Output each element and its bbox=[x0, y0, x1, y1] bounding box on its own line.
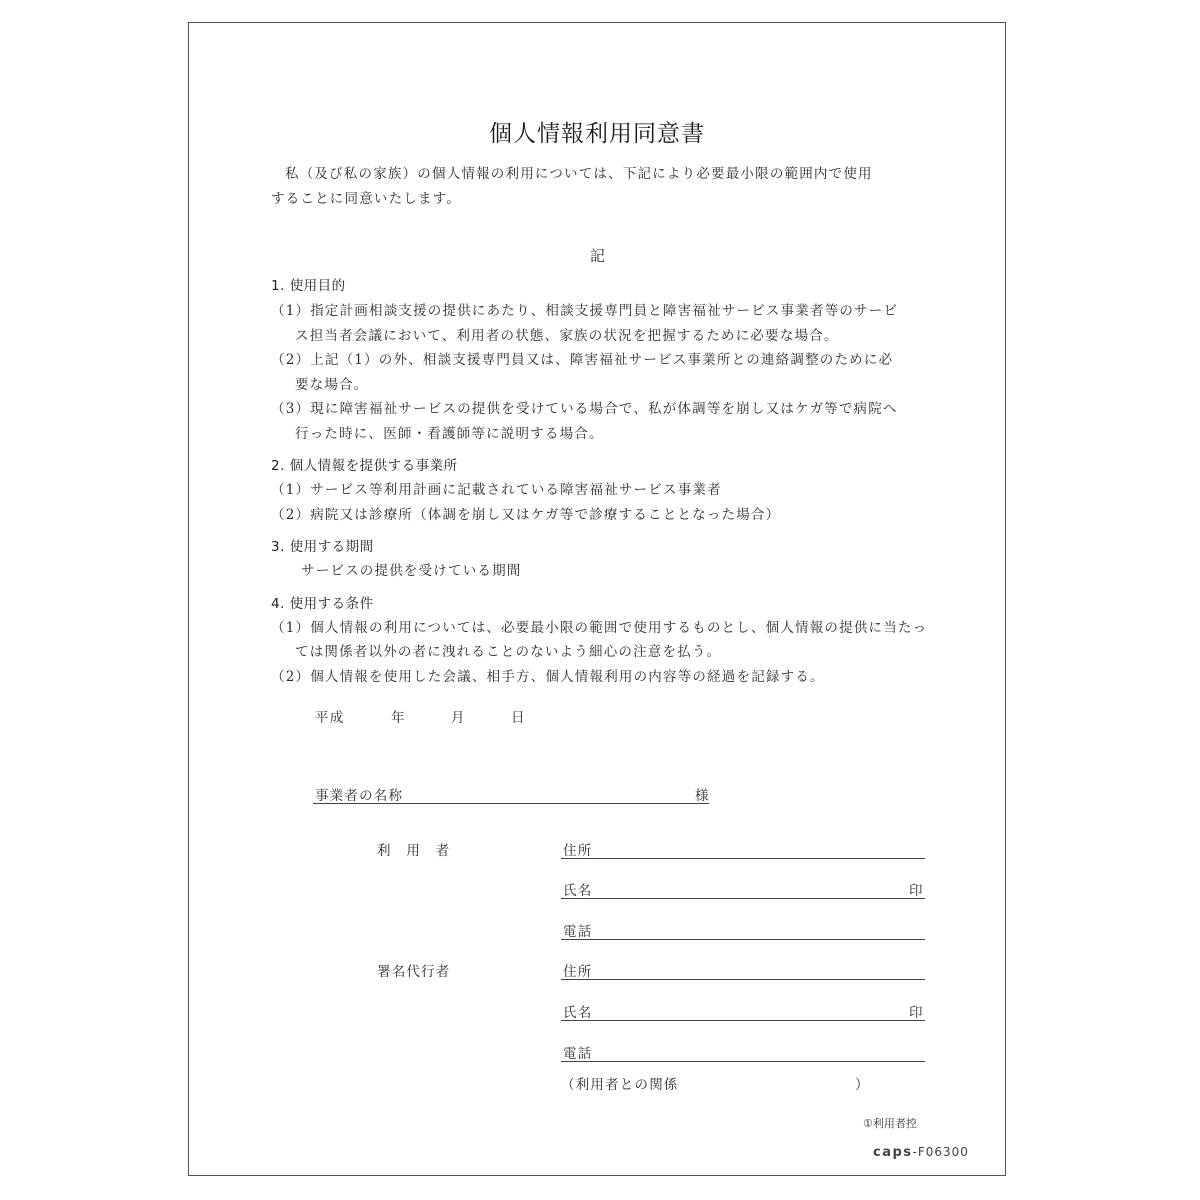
user-name-line[interactable] bbox=[561, 898, 925, 899]
proxy-name-label: 氏名 bbox=[563, 1005, 593, 1021]
section-4-line: ては関係者以外の者に洩れることのないよう細心の注意を払う。 bbox=[295, 644, 722, 660]
proxy-label: 署名代行者 bbox=[377, 964, 451, 980]
user-address-line[interactable] bbox=[561, 858, 925, 859]
business-name-label: 事業者の名称 bbox=[315, 788, 404, 804]
user-address-label: 住所 bbox=[563, 843, 593, 859]
proxy-relation-close: ） bbox=[855, 1077, 870, 1093]
section-3-line: サービスの提供を受けている期間 bbox=[301, 563, 522, 579]
user-phone-line[interactable] bbox=[561, 939, 925, 940]
section-4-line: （1）個人情報の利用については、必要最小限の範囲で使用するものとし、個人情報の提供に当たっ bbox=[271, 620, 928, 636]
user-name-label: 氏名 bbox=[563, 883, 593, 899]
section-2-line: （2）病院又は診療所（体調を崩し又はケガ等で診療することとなった場合） bbox=[271, 507, 781, 523]
form-code: -F06300 bbox=[912, 1145, 969, 1159]
intro-line-1: 私（及び私の家族）の個人情報の利用については、下記により必要最小限の範囲内で使用 bbox=[285, 166, 873, 182]
brand-logo: caps bbox=[873, 1145, 913, 1160]
document-title: 個人情報利用同意書 bbox=[489, 121, 705, 147]
section-4-heading: 4. 使用する条件 bbox=[271, 596, 374, 612]
section-3-heading: 3. 使用する期間 bbox=[271, 539, 374, 555]
proxy-phone-label: 電話 bbox=[563, 1046, 593, 1062]
section-1-heading: 1. 使用目的 bbox=[271, 278, 346, 294]
date-era: 平成 bbox=[315, 710, 345, 726]
consent-form-sheet bbox=[188, 22, 1006, 1176]
section-1-line: 行った時に、医師・看護師等に説明する場合。 bbox=[295, 426, 604, 442]
section-1-line: 要な場合。 bbox=[295, 377, 369, 393]
business-name-line[interactable] bbox=[313, 803, 709, 804]
section-1-line: （2）上記（1）の外、相談支援専門員又は、障害福祉サービス事業所との連絡調整のために必 bbox=[271, 352, 894, 368]
footer-code-block bbox=[873, 1145, 969, 1160]
section-2-heading: 2. 個人情報を提供する事業所 bbox=[271, 458, 458, 474]
proxy-phone-line[interactable] bbox=[561, 1061, 925, 1062]
proxy-seal-mark: 印 bbox=[909, 1005, 924, 1021]
section-2-line: （1）サービス等利用計画に記載されている障害福祉サービス事業者 bbox=[271, 482, 722, 498]
user-label: 利 用 者 bbox=[377, 843, 451, 859]
business-honorific: 様 bbox=[695, 788, 710, 804]
date-day: 日 bbox=[511, 710, 526, 726]
section-1-line: （1）指定計画相談支援の提供にあたり、相談支援専門員と障害福祉サービス事業者等のサービ bbox=[271, 303, 899, 319]
section-1-line: ス担当者会議において、利用者の状態、家族の状況を把握するために必要な場合。 bbox=[295, 328, 839, 344]
proxy-address-line[interactable] bbox=[561, 979, 925, 980]
ki-heading: 記 bbox=[590, 247, 607, 265]
proxy-relation-open: （利用者との関係 bbox=[561, 1077, 679, 1093]
date-year: 年 bbox=[391, 710, 406, 726]
proxy-address-label: 住所 bbox=[563, 964, 593, 980]
intro-line-2: することに同意いたします。 bbox=[271, 191, 462, 207]
user-seal-mark: 印 bbox=[909, 883, 924, 899]
user-phone-label: 電話 bbox=[563, 924, 593, 940]
date-month: 月 bbox=[451, 710, 466, 726]
section-1-line: （3）現に障害福祉サービスの提供を受けている場合で、私が体調等を崩し又はケガ等で病院へ bbox=[271, 401, 898, 417]
copy-note: ①利用者控 bbox=[863, 1117, 917, 1130]
proxy-name-line[interactable] bbox=[561, 1020, 925, 1021]
section-4-line: （2）個人情報を使用した会議、相手方、個人情報利用の内容等の経過を記録する。 bbox=[271, 669, 825, 685]
